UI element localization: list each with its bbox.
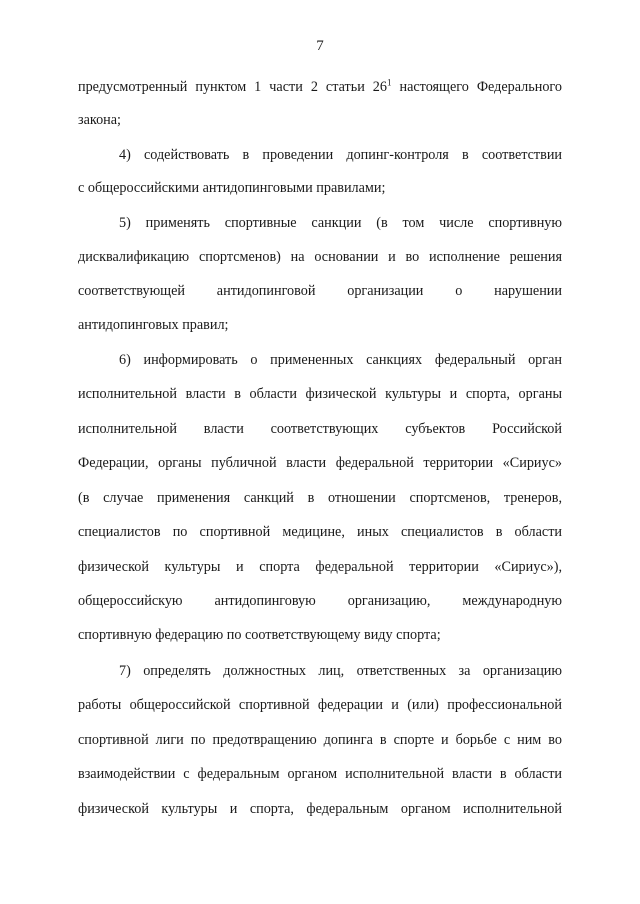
- text-line: взаимодействии с федеральным органом исполнительной власти в области: [78, 766, 562, 782]
- text-line: 5) применять спортивные санкции (в том числе спортивную: [119, 215, 562, 231]
- page-number: 7: [316, 38, 324, 54]
- text-line: закона;: [78, 112, 121, 128]
- text-line: соответствующей антидопинговой организации о нарушении: [78, 283, 562, 299]
- text-line: (в случае применения санкций в отношении спортсменов, тренеров,: [78, 490, 562, 506]
- text-line: спортивной лиги по предотвращению допинга в спорте и борьбе с ним во: [78, 732, 562, 748]
- text-line: физической культуры и спорта, федеральным органом исполнительной: [78, 801, 562, 817]
- text-line: специалистов по спортивной медицине, иных специалистов в области: [78, 524, 562, 540]
- text-line: дисквалификацию спортсменов) на основании и во исполнение решения: [78, 249, 562, 265]
- text-line: исполнительной власти в области физической культуры и спорта, органы: [78, 386, 562, 402]
- text-line: спортивную федерацию по соответствующему виду спорта;: [78, 627, 441, 643]
- text-line: антидопинговых правил;: [78, 317, 229, 333]
- superscript: 1: [386, 77, 392, 88]
- text-line: с общероссийскими антидопинговыми правилами;: [78, 180, 386, 196]
- text-line: исполнительной власти соответствующих субъектов Российской: [78, 421, 562, 437]
- text-line: общероссийскую антидопинговую организацию, международную: [78, 593, 562, 609]
- text-line: предусмотренный пунктом 1 части 2 статьи $26^1$ настоящего Федерального: [78, 77, 562, 95]
- text-line: 7) определять должностных лиц, ответственных за организацию: [119, 663, 562, 679]
- text-line: физической культуры и спорта федеральной территории «Сириус»),: [78, 559, 562, 575]
- text-line: Федерации, органы публичной власти федеральной территории «Сириус»: [78, 455, 562, 471]
- text-line: 4) содействовать в проведении допинг-контроля в соответствии: [119, 147, 562, 163]
- text-line: 6) информировать о примененных санкциях федеральный орган: [119, 352, 562, 368]
- text-line: работы общероссийской спортивной федерации и (или) профессиональной: [78, 697, 562, 713]
